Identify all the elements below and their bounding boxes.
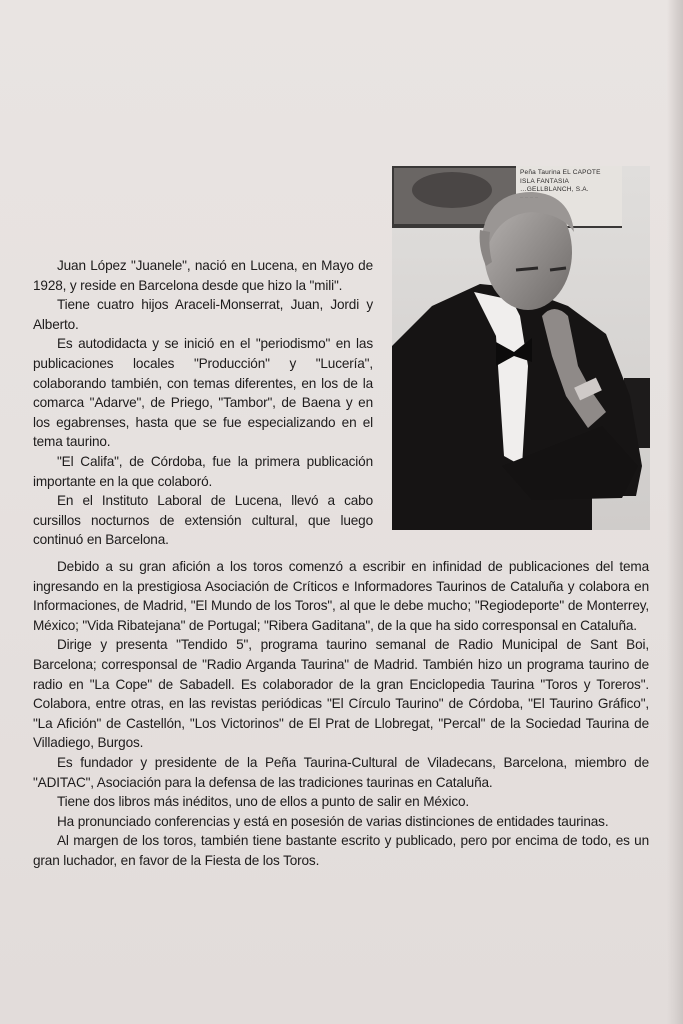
biography-text-beside-photo [33, 256, 373, 550]
paragraph-radio: Dirige y presenta "Tendido 5", programa taurino semanal de Radio Municipal de Sant Boi, Barcelona; corresponsal de "Radio Arganda Taurina" de Madrid. También hizo un programa taurino de radio en "La Cope" de Sabadell. Es colaborador de la gran Enciclopedia Taurina "Toros y Toreros". Colabora, entre otras, en las revistas periódicas "El Círculo Taurino" de Córdoba, "El Taurino Gráfico", "La Afición" de Castellón, "Los Victorinos" de El Prat de Llobregat, "Percal" de la Sociedad Taurina de Villadiego, Burgos. [33, 637, 649, 751]
paragraph-aficion: Debido a su gran afición a los toros comenzó a escribir en infinidad de publicaciones del tema ingresando en la prestigiosa Asociación de Críticos e Informadores Taurinos de Cataluña y colabora en Informaciones, de Madrid, "El Mundo de los Toros", al que le debe mucho; "Regiodeporte" de Monterrey, México; "Vida Ribatejana" de Portugal; "Ribera Gaditana", de la que ha sido corresponsal en Cataluña. [33, 559, 649, 633]
wall-sign-text: Peña Taurina EL CAPOTE ISLA FANTASIA …GELLBLANCH, S.A. … … … … [520, 169, 601, 199]
paragraph-children: Tiene cuatro hijos Araceli-Monserrat, Juan, Jordi y Alberto. [33, 297, 373, 332]
paragraph-fundador: Es fundador y presidente de la Peña Taurina-Cultural de Viladecans, Barcelona, miembro de "ADITAC", Asociación para la defensa de las tradiciones taurinas en Cataluña. [33, 754, 649, 790]
paragraph-margen: Al margen de los toros, también tiene bastante escrito y publicado, pero por encima de todo, es un gran luchador, en favor de la Fiesta de los Toros. [33, 833, 649, 868]
paragraph-self-taught: Es autodidacta y se inició en el "periodismo" en las publicaciones locales "Producción" y "Lucería", colaborando también, con temas diferentes, en los de la comarca "Adarve", de Priego, "Tambor", de Baena y en los egabrenses, hasta que se fue especializando en el tema taurino. [33, 336, 373, 450]
paragraph-el-califa: "El Califa", de Córdoba, fue la primera publicación importante en la que colaboró. [33, 453, 373, 489]
paragraph-libros: Tiene dos libros más inéditos, uno de ellos a punto de salir en México. [57, 794, 469, 810]
page-edge-shadow [667, 0, 683, 1024]
portrait-photo [392, 166, 650, 530]
paragraph-instituto: En el Instituto Laboral de Lucena, llevó a cabo cursillos nocturnos de extensión cultural, que luego continuó en Barcelona. [33, 493, 373, 548]
portrait-illustration [392, 166, 650, 530]
paragraph-birth: Juan López "Juanele", nació en Lucena, en Mayo de 1928, y reside en Barcelona desde que hizo la "mili". [33, 258, 373, 293]
paragraph-conferencias: Ha pronunciado conferencias y está en posesión de varias distinciones de entidades taurinas. [57, 813, 609, 829]
biography-text-full-width [33, 557, 649, 871]
